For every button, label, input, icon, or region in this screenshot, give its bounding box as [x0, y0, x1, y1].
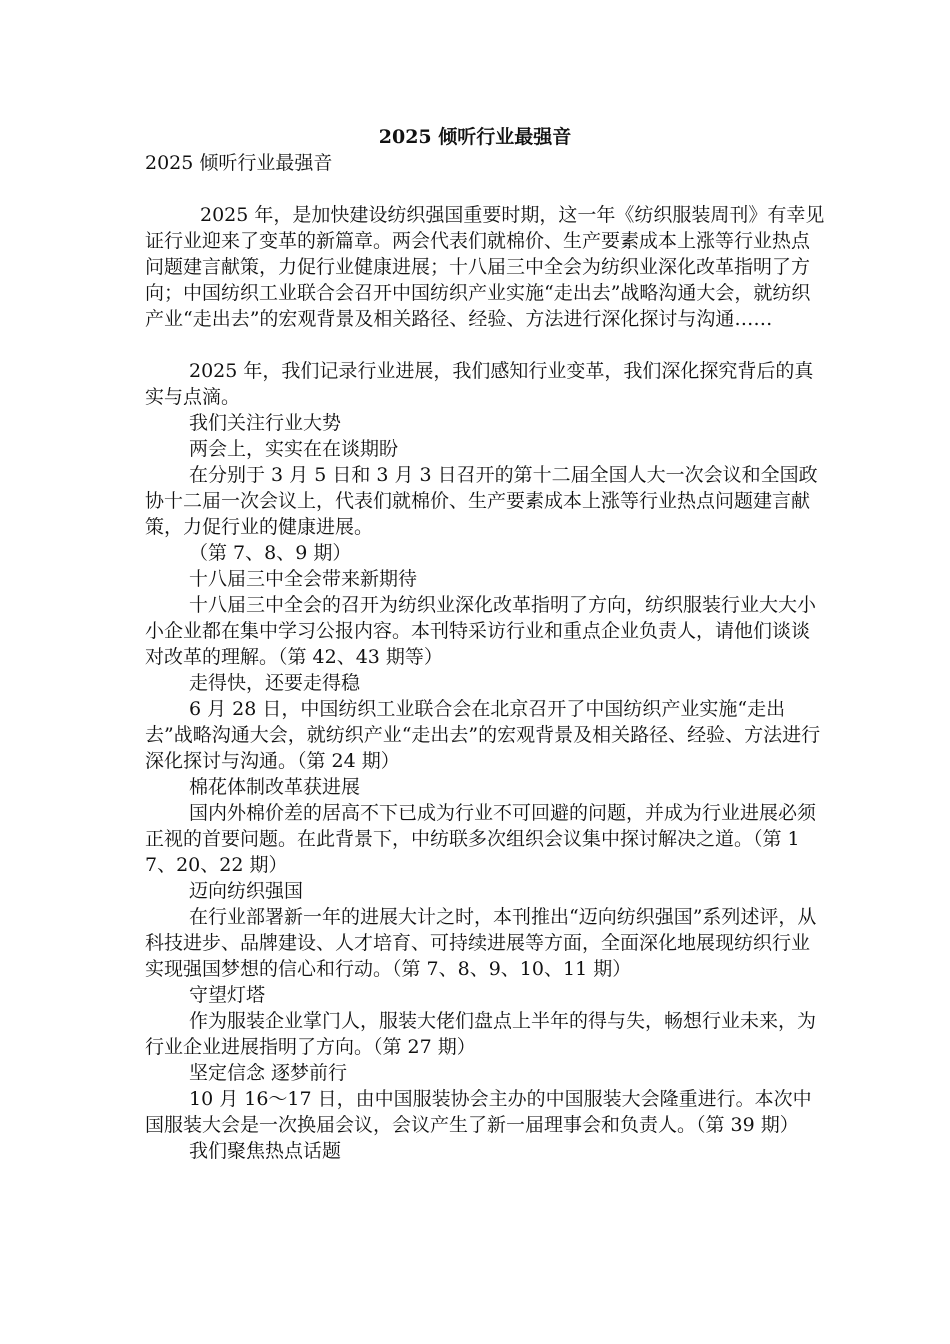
subsection-heading: 走得快，还要走得稳	[189, 672, 361, 694]
paragraph: 10 月 16～17 日，由中国服装协会主办的中国服装大会隆重进行。本次中国服装大会是一次换届会议，会议产生了新一届理事会和负责人。（第 39 期）	[145, 1088, 812, 1136]
paragraph: 6 月 28 日，中国纺织工业联合会在北京召开了中国纺织产业实施“走出去”战略沟通大会，就纺织产业“走出去”的宏观背景及相关路径、经验、方法进行深化探讨与沟通。（第 24 期）	[145, 698, 821, 772]
subsection-heading: 十八届三中全会带来新期待	[189, 568, 418, 590]
issue-reference: （第 7、8、9 期）	[189, 542, 352, 564]
paragraph: 作为服装企业掌门人，服装大佬们盘点上半年的得与失，畅想行业未来，为行业企业进展指明了方向。（第 27 期）	[145, 1010, 817, 1058]
document-title: 2025 倾听行业最强音	[378, 126, 572, 148]
document-body	[145, 150, 825, 1164]
subsection-heading: 迈向纺织强国	[189, 880, 304, 902]
subsection-heading: 两会上，实实在在谈期盼	[189, 438, 399, 460]
subsection-heading: 坚定信念 逐梦前行	[189, 1062, 348, 1084]
paragraph-gap	[145, 332, 825, 358]
section-heading: 我们关注行业大势	[189, 412, 342, 434]
intro-paragraph: 2025 年，是加快建设纺织强国重要时期，这一年《纺织服装周刊》有幸见证行业迎来了变革的新篇章。两会代表们就棉价、生产要素成本上涨等行业热点问题建言献策，力促行业健康进展；十八届三中全会为纺织业深化改革指明了方向；中国纺织工业联合会召开中国纺织产业实施“走出去”战略沟通大会，就纺织产业“走出去”的宏观背景及相关路径、经验、方法进行深化探讨与沟通……	[145, 204, 825, 330]
paragraph: 国内外棉价差的居高不下已成为行业不可回避的问题，并成为行业进展必须正视的首要问题。在此背景下，中纺联多次组织会议集中探讨解决之道。（第 17、20、22 期）	[145, 802, 817, 876]
subsection-heading: 棉花体制改革获进展	[189, 776, 361, 798]
section-heading: 我们聚焦热点话题	[189, 1140, 342, 1162]
paragraph: 在行业部署新一年的进展大计之时，本刊推出“迈向纺织强国”系列述评，从科技进步、品牌建设、人才培育、可持续进展等方面，全面深化地展现纺织行业实现强国梦想的信心和行动。（第 7、8、9、10、11 期）	[145, 906, 817, 980]
document-subtitle: 2025 倾听行业最强音	[145, 152, 333, 174]
subsection-heading: 守望灯塔	[189, 984, 266, 1006]
paragraph: 十八届三中全会的召开为纺织业深化改革指明了方向，纺织服装行业大大小小企业都在集中学习公报内容。本刊特采访行业和重点企业负责人，请他们谈谈对改革的理解。（第 42、43 期等）	[145, 594, 817, 668]
paragraph: 2025 年，我们记录行业进展，我们感知行业变革，我们深化探究背后的真实与点滴。	[145, 360, 814, 408]
paragraph: 在分别于 3 月 5 日和 3 月 3 日召开的第十二届全国人大一次会议和全国政协十二届一次会议上，代表们就棉价、生产要素成本上涨等行业热点问题建言献策，力促行业的健康进展。	[145, 464, 818, 538]
